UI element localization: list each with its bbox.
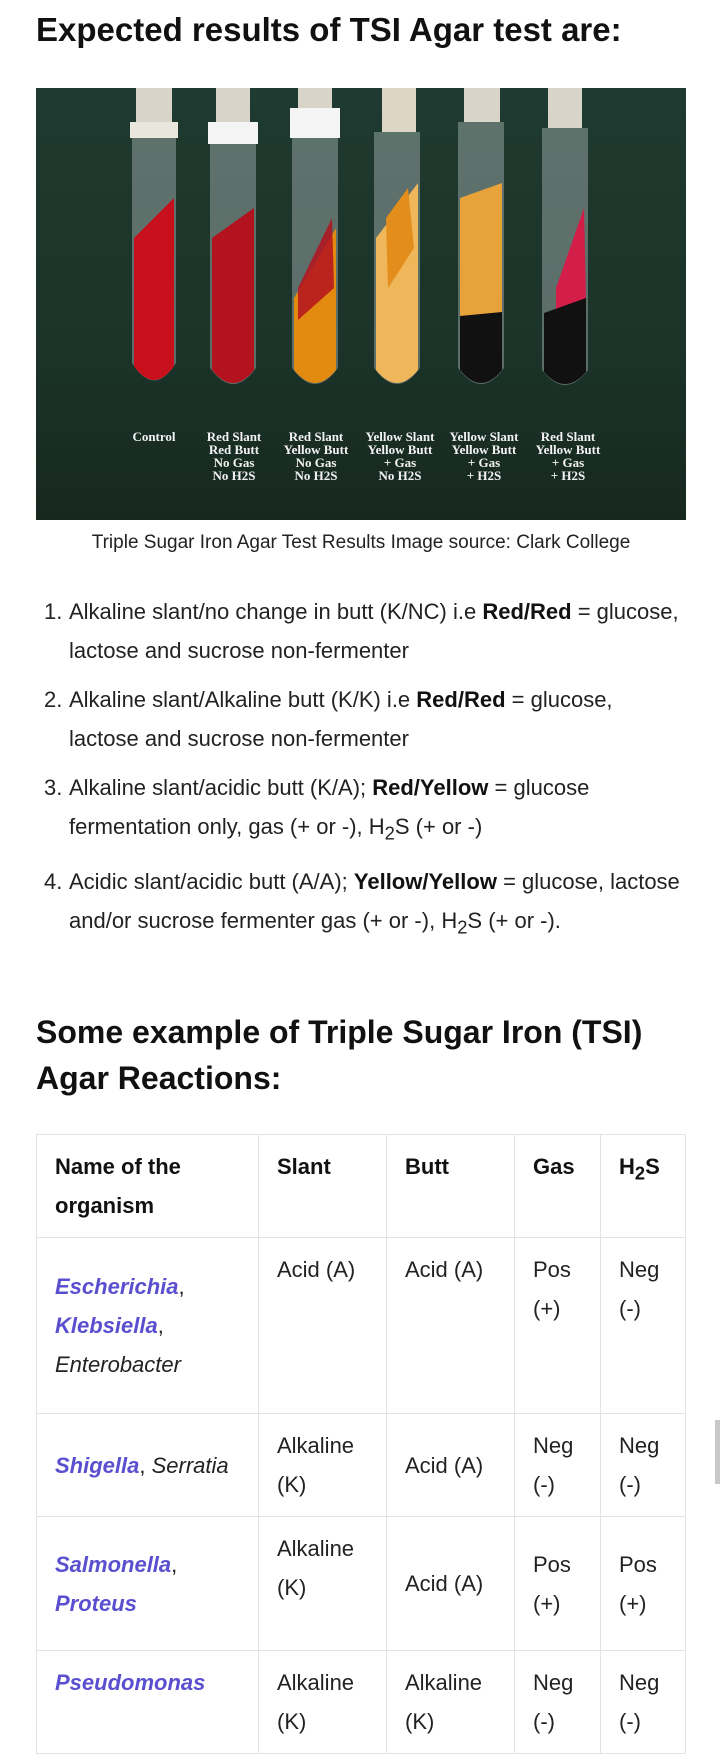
gas-cell: Neg (-) [515, 1414, 601, 1517]
image-caption: Triple Sugar Iron Agar Test Results Image source: Clark College [91, 532, 631, 553]
slant-cell: Alkaline (K) [259, 1517, 387, 1651]
tsi-tubes-photo [36, 88, 686, 520]
list-text-end: = glucose, lactose and sucrose non-fermenter [69, 599, 679, 663]
list-text: Alkaline slant/no change in butt (K/NC) i.e [69, 599, 483, 624]
butt-cell: Acid (A) [387, 1414, 515, 1517]
organism-link[interactable]: Klebsiella [55, 1313, 158, 1338]
tube-red-h2s [542, 88, 588, 385]
list-number: 2. [44, 687, 63, 712]
organism-cell [37, 1651, 259, 1754]
separator: , [178, 1274, 185, 1299]
list-number: 1. [44, 599, 63, 624]
butt-cell: Acid (A) [387, 1517, 515, 1651]
tube-3-line-2: Yellow Butt [283, 442, 349, 457]
organism-cell [37, 1414, 259, 1517]
list-item [36, 680, 686, 758]
organism-link[interactable]: Proteus [55, 1590, 137, 1616]
organism-cell [37, 1238, 259, 1414]
list-bold: Red/Red [482, 599, 572, 624]
list-subscript: 2 [384, 822, 395, 844]
scrollbar-thumb[interactable] [715, 1420, 720, 1484]
tube-red-red [208, 88, 258, 384]
tube-4-line-2: Yellow Butt [367, 442, 433, 457]
table-row [37, 1517, 686, 1651]
tube-label-1 [108, 430, 200, 443]
list-text: Acidic slant/acidic butt (A/A); [69, 869, 354, 895]
tube-6-line-1: Red Slant [540, 429, 596, 444]
organism-link[interactable]: Pseudomonas [55, 1670, 206, 1695]
tube-3-line-4: No H2S [294, 468, 338, 483]
tube-label-4 [354, 430, 446, 482]
tube-5-line-1: Yellow Slant [449, 429, 519, 444]
list-text-end: = glucose fermentation only, gas (+ or -), H [69, 775, 590, 839]
tube-4-line-4: No H2S [378, 468, 422, 483]
organism-link[interactable]: Salmonella [55, 1551, 172, 1577]
tube-2-line-2: Red Butt [208, 442, 260, 457]
tube-label-3 [270, 430, 362, 482]
header-organism: Name of the organism [37, 1135, 259, 1238]
butt-cell: Alkaline (K) [387, 1651, 515, 1754]
tube-5-line-4: + H2S [466, 468, 502, 483]
header-slant: Slant [259, 1135, 387, 1238]
list-item [36, 768, 686, 852]
organism-name: Enterobacter [55, 1352, 181, 1377]
gas-cell: Pos (+) [515, 1238, 601, 1414]
list-item [36, 862, 686, 946]
separator: , [139, 1452, 152, 1478]
tube-label-5 [438, 430, 530, 482]
tube-red-yellow [290, 88, 340, 384]
list-text-tail: S (+ or -). [467, 908, 561, 934]
tube-yellow-h2s [458, 88, 504, 384]
list-number: 3. [44, 775, 63, 800]
tube-2-line-1: Red Slant [206, 429, 262, 444]
slant-cell: Alkaline (K) [259, 1414, 387, 1517]
tsi-reactions-table [36, 1134, 686, 1754]
h2s-cell: Neg (-) [601, 1414, 686, 1517]
page-heading: Expected results of TSI Agar test are: [36, 11, 622, 48]
tube-6-line-3: + Gas [551, 455, 585, 470]
tube-5-line-3: + Gas [467, 455, 501, 470]
tube-4-line-3: + Gas [383, 455, 417, 470]
tube-4-line-1: Yellow Slant [365, 429, 435, 444]
h2s-h: H [619, 1154, 635, 1179]
butt-cell: Acid (A) [387, 1238, 515, 1414]
table-row [37, 1414, 686, 1517]
list-text-end: = glucose, lactose and sucrose non-fermenter [69, 687, 613, 751]
list-number: 4. [44, 869, 63, 895]
h2s-cell: Neg (-) [601, 1238, 686, 1414]
tube-6-line-4: + H2S [550, 468, 586, 483]
tube-yellow-yellow [374, 88, 420, 384]
separator: , [157, 1313, 164, 1338]
header-gas: Gas [515, 1135, 601, 1238]
section-heading: Some example of Triple Sugar Iron (TSI) Agar Reactions: [36, 1014, 643, 1096]
gas-cell: Pos (+) [515, 1517, 601, 1651]
separator: , [171, 1551, 178, 1577]
organism-link[interactable]: Shigella [55, 1452, 140, 1478]
tube-control [130, 88, 178, 381]
header-butt: Butt [387, 1135, 515, 1238]
tube-2-line-3: No Gas [213, 455, 255, 470]
h2s-cell: Neg (-) [601, 1651, 686, 1754]
organism-name: Serratia [151, 1452, 229, 1478]
tube-2-line-4: No H2S [212, 468, 256, 483]
organism-cell [37, 1517, 259, 1651]
tube-3-line-1: Red Slant [288, 429, 344, 444]
table-header-row [37, 1135, 686, 1238]
results-list [36, 592, 686, 957]
tube-1-line-1: Control [132, 429, 176, 444]
tube-3-line-3: No Gas [295, 455, 337, 470]
list-bold: Red/Yellow [372, 775, 489, 800]
slant-cell: Acid (A) [259, 1238, 387, 1414]
tube-label-2 [188, 430, 280, 482]
h2s-s: S [645, 1154, 660, 1179]
list-subscript: 2 [457, 916, 468, 938]
list-bold: Red/Red [416, 687, 506, 712]
slant-cell: Alkaline (K) [259, 1651, 387, 1754]
list-item [36, 592, 686, 670]
tube-5-line-2: Yellow Butt [451, 442, 517, 457]
header-h2s [601, 1135, 686, 1238]
list-text: Alkaline slant/acidic butt (K/A); [69, 775, 373, 800]
h2s-sub: 2 [634, 1162, 646, 1184]
organism-link[interactable]: Escherichia [55, 1274, 179, 1299]
list-text-tail: S (+ or -) [394, 814, 483, 839]
table-row [37, 1238, 686, 1414]
list-text-end: = glucose, lactose and/or sucrose fermenter gas (+ or -), H [69, 869, 680, 934]
gas-cell: Neg (-) [515, 1651, 601, 1754]
list-text: Alkaline slant/Alkaline butt (K/K) i.e [69, 687, 417, 712]
tube-label-6 [522, 430, 614, 482]
table-row [37, 1651, 686, 1754]
h2s-cell: Pos (+) [601, 1517, 686, 1651]
tube-6-line-2: Yellow Butt [535, 442, 601, 457]
list-bold: Yellow/Yellow [353, 869, 497, 895]
